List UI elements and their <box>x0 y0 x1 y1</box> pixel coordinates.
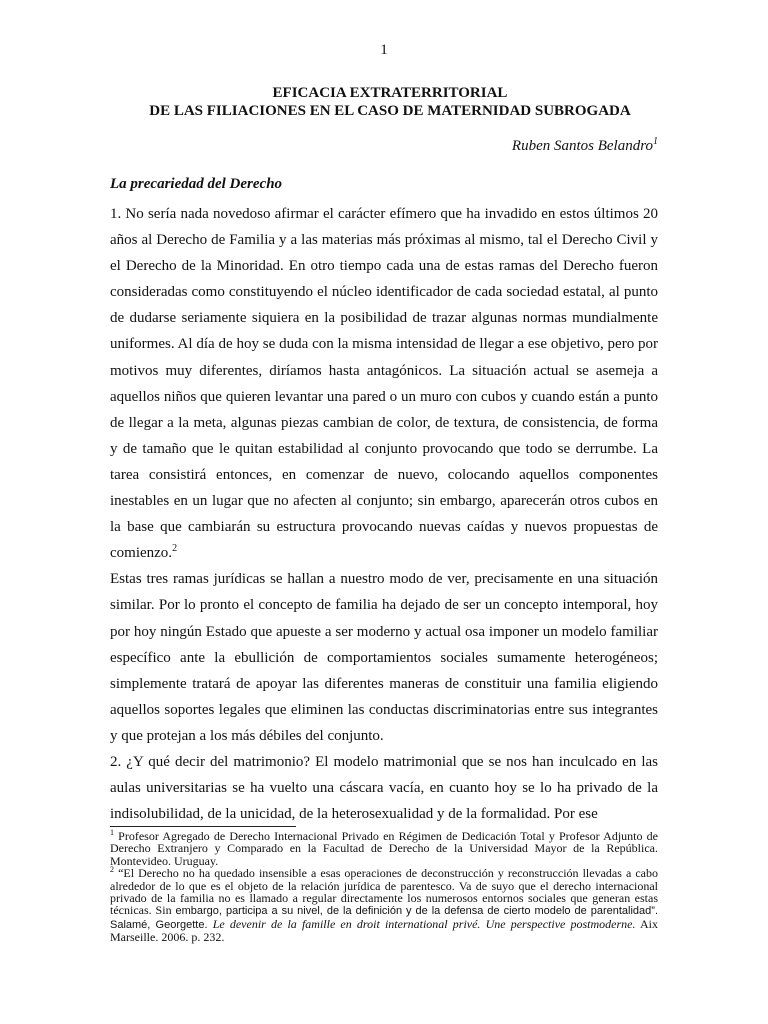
footnote-2-text-a: “El Derecho no ha quedado insensible a esas operaciones de deconstrucción y reconstrucción llevadas a cabo alrededor de lo que es el objeto de la relación jurídica de parentesco. Va de suyo que el derecho internacional privado de la familia no es llamado a regular directamente los numerosos entornos sociales que generan estas técnicas. Sin <box>110 866 659 918</box>
paragraph-1-text: 1. No sería nada novedoso afirmar el carácter efímero que ha invadido en estos últimos 20 años al Derecho de Familia y a las materias más próximas al mismo, tal el Derecho Civil y el Derecho de la Minoridad. En otro tiempo cada una de estas ramas del Derecho fueron consideradas como constituyendo el núcleo identificador de cada sociedad estatal, al punto de dudarse seriamente siquiera en la posibilidad de trazar algunas normas mundialmente uniformes. Al día de hoy se duda con la misma intensidad de llegar a ese objetivo, pero por motivos muy diferentes, diríamos hasta antagónicos. La situación actual se asemeja a aquellos niños que quieren levantar una pared o un muro con cubos y cuando están a punto de llegar a la meta, algunas piezas cambian de color, de textura, de consistencia, de forma y de tamaño que le quitan estabilidad al conjunto provocando que todo se derrumbe. La tarea consistirá entonces, en comenzar de nuevo, colocando aquellos componentes inestables en un lugar que no afecten al conjunto; sin embargo, aparecerán otros cubos en la base que cambiarán su estructura provocando nuevas caídas y nuevos propuestas de comienzo. <box>110 206 658 562</box>
paragraph-3: 2. ¿Y qué decir del matrimonio? El modelo matrimonial que se nos han inculcado en las aulas universitarias se ha vuelto una cáscara vacía, en cuanto hoy se lo ha privado de la indisolubilidad, de la unicidad, de la heterosexualidad y de la formalidad. Por ese <box>110 753 658 823</box>
footnote-2-reference: Le devenir de la famille en droit international privé. Une perspective postmoderne. <box>212 916 636 931</box>
section-title: La precariedad del Derecho <box>110 176 283 192</box>
paragraph-1-footnote-mark: 2 <box>172 543 178 555</box>
footnote-2 <box>110 867 658 943</box>
author-name: Ruben Santos Belandro <box>511 138 653 154</box>
footnote-1-text: Profesor Agregado de Derecho Internacional Privado en Régimen de Dedicación Total y Profesor Adjunto de Derecho Extranjero y Comparado en la Facultad de Derecho de la Universidad Mayor de la República. Montevideo. Uruguay. <box>110 829 658 868</box>
footnote-2-mark: 2 <box>110 865 114 875</box>
paragraph-2: Estas tres ramas jurídicas se hallan a nuestro modo de ver, precisamente en una situación similar. Por lo pronto el concepto de familia ha dejado de ser un concepto intemporal, hoy por hoy ningún Estado que apueste a ser moderno y actual osa imponer un modelo familiar específico ante la ebullición de comportamientos sociales sumamente heterogéneos; simplemente tratará de apoyar las diferentes maneras de constituir una familia eligiendo aquellos soportes legales que eliminen las conductas discriminatorias entre sus integrantes y que protejan a los más débiles del conjunto. <box>110 571 658 744</box>
footnote-2-end: Aix Marseille. 2006. p. 232. <box>110 916 659 945</box>
footnote-1 <box>110 830 658 867</box>
title-line-2: DE LAS FILIACIONES EN EL CASO DE MATERNIDAD SUBROGADA <box>149 103 631 119</box>
footnote-divider <box>110 826 296 827</box>
author-line <box>512 136 658 155</box>
footnotes <box>110 830 658 944</box>
footnote-2-text-b: embargo, participa a su nivel, de la definición y de la defensa de cierto modelo de parentalidad”. Salamé, Georgette. <box>110 905 658 931</box>
page-number: 1 <box>380 42 388 58</box>
footnote-1-mark: 1 <box>110 828 114 837</box>
document-title <box>110 84 670 120</box>
title-line-1: EFICACIA EXTRATERRITORIAL <box>272 85 508 101</box>
body-text <box>110 201 658 827</box>
paragraph-1 <box>110 201 658 566</box>
author-footnote-mark: 1 <box>653 136 658 147</box>
